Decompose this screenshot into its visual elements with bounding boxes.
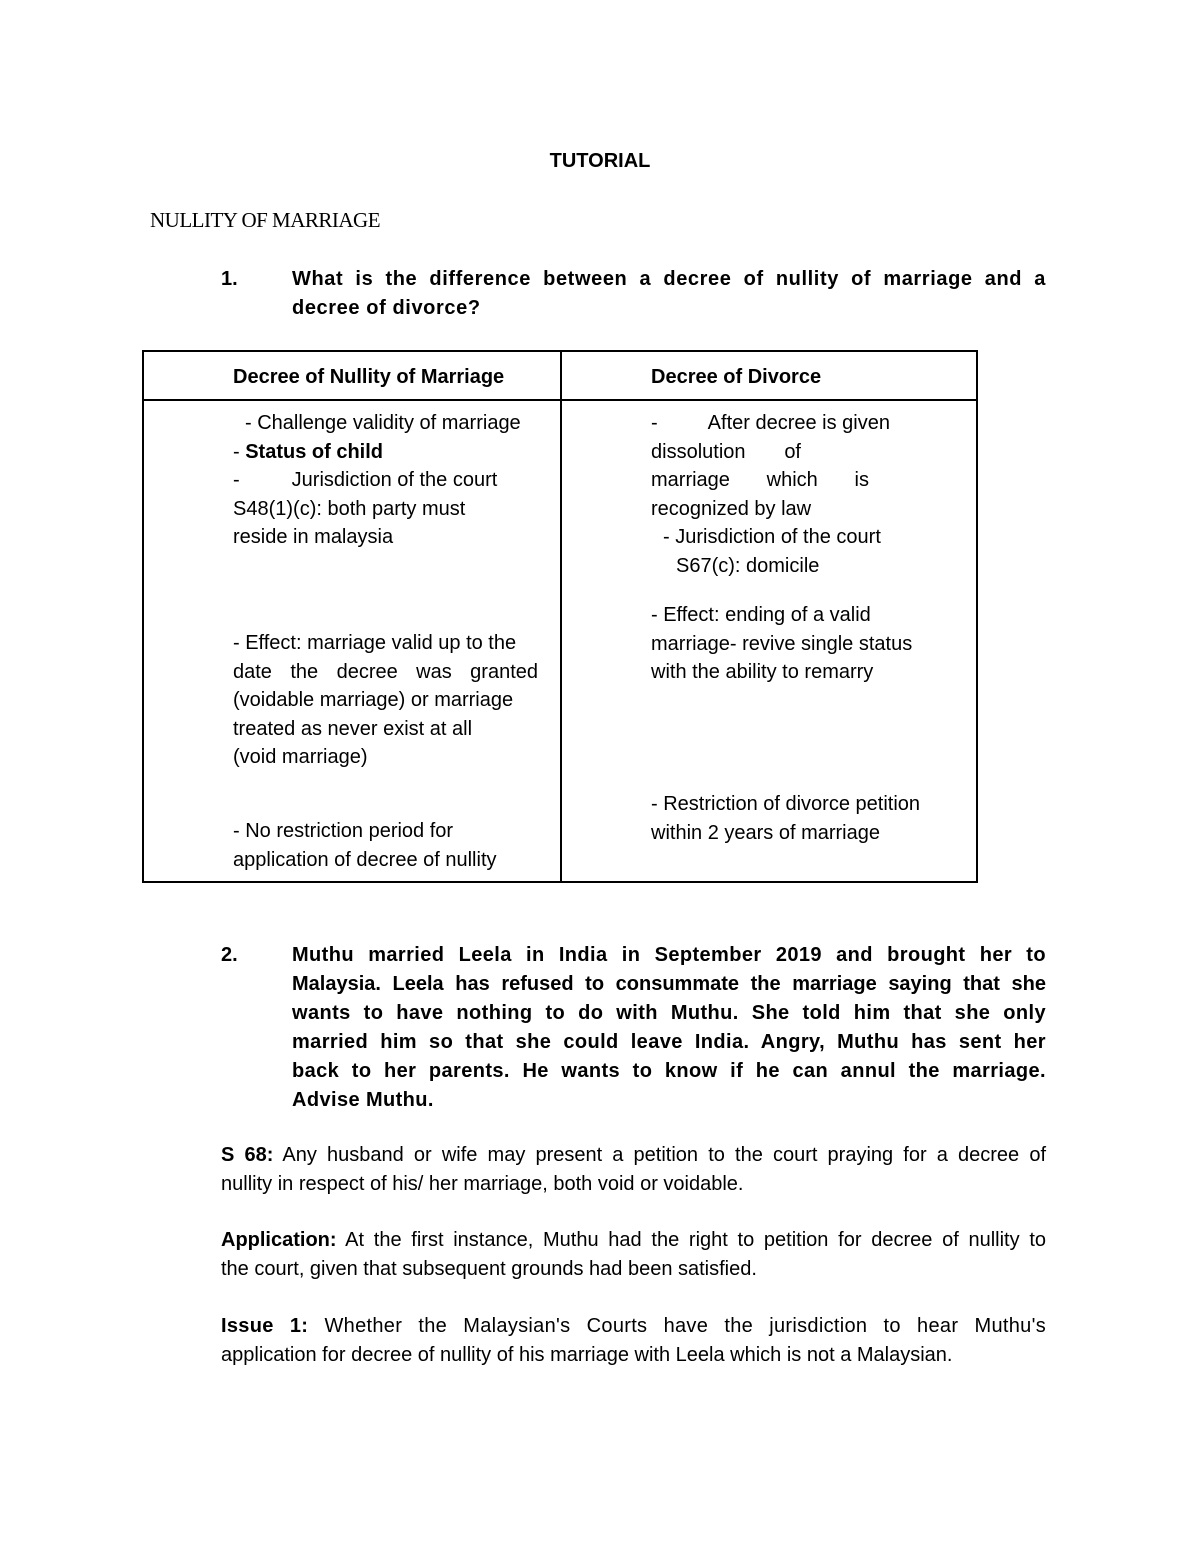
cell-line: - Jurisdiction of the court bbox=[663, 526, 881, 548]
question-number: 1. bbox=[221, 268, 238, 290]
status-of-child: Status of child bbox=[245, 440, 384, 463]
question-2-line: Malaysia. Leela has refused to consummate the marriage saying that she bbox=[292, 973, 1046, 995]
question-2 bbox=[292, 941, 1046, 1115]
cell-line: date the decree was granted bbox=[233, 660, 538, 683]
question-2-line: Muthu married Leela in India in September 2019 and brought her to bbox=[292, 944, 1046, 966]
paragraph-line: S 68: Any husband or wife may present a petition to the court praying for a decree of bbox=[221, 1144, 1046, 1166]
paragraph-line: the court, given that subsequent grounds had been satisfied. bbox=[221, 1258, 757, 1280]
cell-line: treated as never exist at all bbox=[233, 717, 473, 740]
cell-line: S67(c): domicile bbox=[676, 554, 820, 577]
divorce-cell-effect bbox=[651, 601, 951, 687]
paragraph-line: application for decree of nullity of his marriage with Leela which is not a Malaysian. bbox=[221, 1344, 953, 1366]
cell-line: dissolution of bbox=[651, 440, 801, 463]
cell-line: - Status of child bbox=[233, 440, 384, 463]
cell-line: - Challenge validity of marriage bbox=[245, 412, 521, 434]
application-label: Application: bbox=[221, 1229, 337, 1251]
issue-1-paragraph bbox=[221, 1312, 1046, 1370]
cell-line: - After decree is given bbox=[651, 412, 890, 434]
cell-line: reside in malaysia bbox=[233, 526, 394, 548]
column-divider bbox=[560, 352, 562, 881]
divorce-cell-restriction bbox=[651, 790, 951, 847]
page-title: TUTORIAL bbox=[549, 150, 651, 172]
cell-line: - Effect: ending of a valid bbox=[651, 604, 871, 626]
question-1-line: What is the difference between a decree of nullity of marriage and a bbox=[292, 268, 1046, 290]
cell-line: - Effect: marriage valid up to the bbox=[233, 632, 517, 654]
cell-line: application of decree of nullity bbox=[233, 848, 497, 871]
cell-line: with the ability to remarry bbox=[651, 661, 874, 683]
nullity-cell-grounds bbox=[233, 409, 538, 552]
cell-line: (void marriage) bbox=[233, 746, 368, 768]
cell-line: marriage- revive single status bbox=[651, 632, 913, 655]
s68-label: S 68: bbox=[221, 1144, 274, 1166]
table-header-nullity: Decree of Nullity of Marriage bbox=[233, 366, 505, 388]
paragraph-line: Issue 1: Whether the Malaysian's Courts have the jurisdiction to hear Muthu's bbox=[221, 1315, 1047, 1337]
question-number: 2. bbox=[221, 944, 238, 966]
question-2-line: back to her parents. He wants to know if he can annul the marriage. bbox=[292, 1060, 1046, 1082]
cell-line: - Jurisdiction of the court bbox=[233, 469, 498, 491]
cell-line: - No restriction period for bbox=[233, 820, 454, 842]
cell-line: - Restriction of divorce petition bbox=[651, 793, 921, 815]
s68-paragraph bbox=[221, 1141, 1046, 1199]
cell-line: (voidable marriage) or marriage bbox=[233, 689, 514, 711]
cell-line: recognized by law bbox=[651, 497, 812, 520]
question-2-line: Advise Muthu. bbox=[292, 1089, 434, 1111]
question-1-line: decree of divorce? bbox=[292, 297, 481, 319]
table-header-divorce: Decree of Divorce bbox=[651, 366, 822, 388]
issue-1-label: Issue 1: bbox=[221, 1315, 309, 1337]
nullity-cell-effect bbox=[233, 629, 538, 772]
application-paragraph bbox=[221, 1226, 1046, 1284]
question-1 bbox=[292, 265, 1046, 323]
cell-line: within 2 years of marriage bbox=[651, 821, 880, 844]
divorce-cell-grounds bbox=[651, 409, 911, 580]
paragraph-line: nullity in respect of his/ her marriage, both void or voidable. bbox=[221, 1173, 744, 1195]
header-divider bbox=[144, 399, 976, 401]
question-2-line: married him so that she could leave India. Angry, Muthu has sent her bbox=[292, 1031, 1046, 1053]
cell-line: marriage which is bbox=[651, 469, 869, 491]
section-heading: NULLITY OF MARRIAGE bbox=[150, 208, 381, 232]
question-2-line: wants to have nothing to do with Muthu. She told him that she only bbox=[292, 1002, 1046, 1024]
paragraph-line: Application: At the first instance, Muthu had the right to petition for decree of nullity to bbox=[221, 1229, 1046, 1251]
cell-line: S48(1)(c): both party must bbox=[233, 497, 466, 520]
nullity-cell-restriction bbox=[233, 817, 538, 874]
